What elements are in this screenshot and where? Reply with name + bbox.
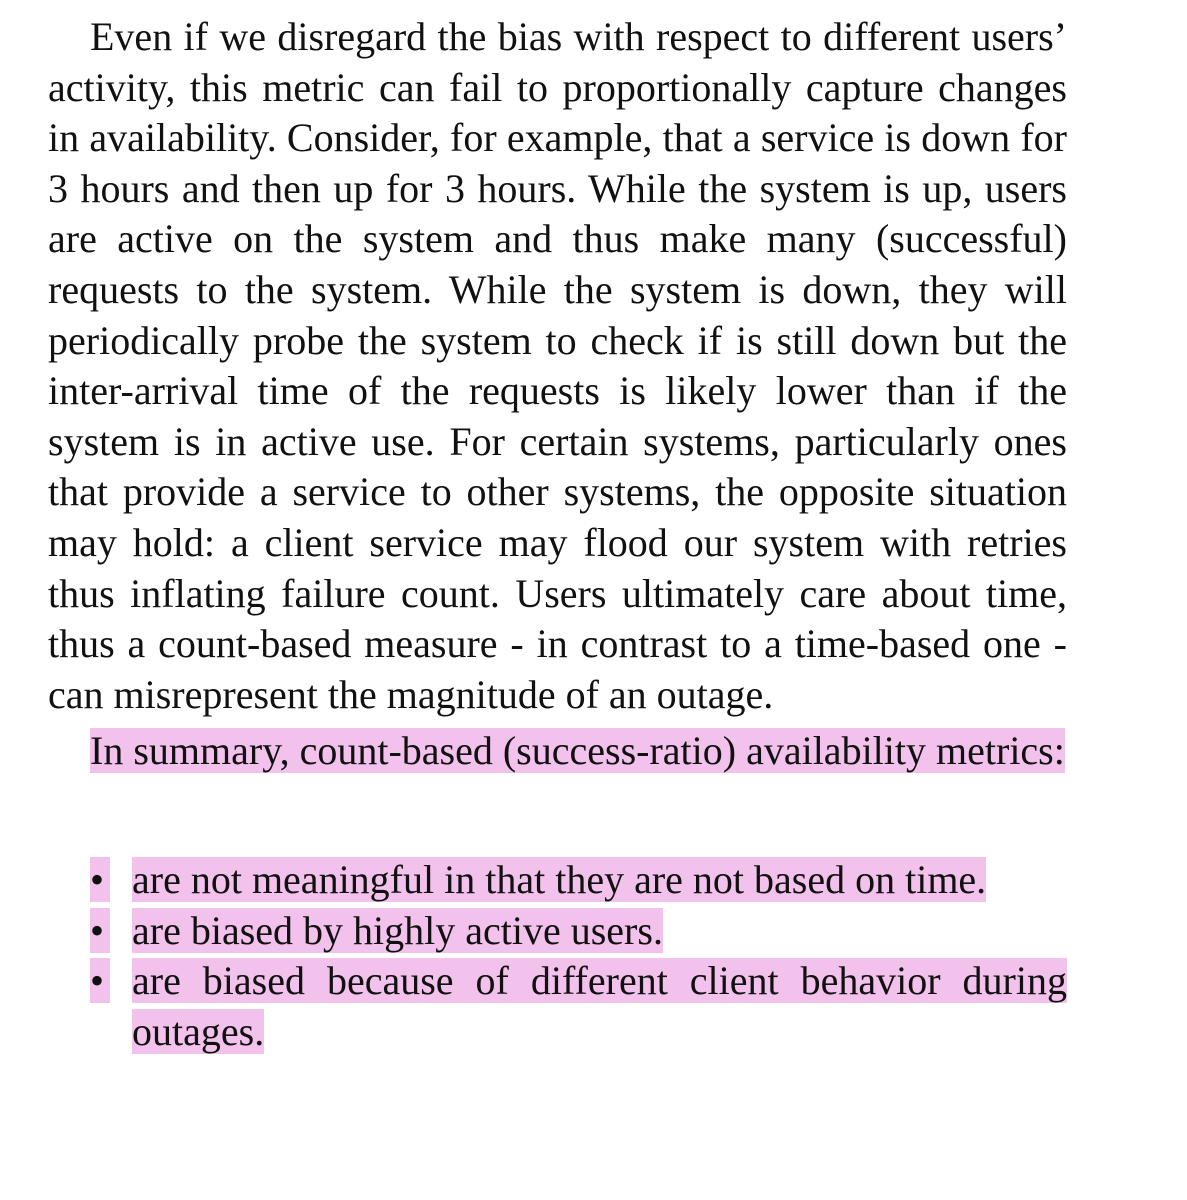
bullet-text: are biased because of different client behavior during outages. <box>132 958 1067 1054</box>
list-item <box>48 855 1067 906</box>
bullet-icon: • <box>90 906 132 957</box>
paragraph-1-text: Even if we disregard the bias with respect to different users’ activity, this metric can fail to proportionally capture changes in availability. Consider, for example, that a service is down for 3 hours and then up for 3 hours. While the system is up, users are active on the system and thus make many (successful) requests to the system. While the system is down, they will periodically probe the system to check if is still down but the inter-arrival time of the requests is likely lower than if the system is in active use. For certain systems, particularly ones that provide a service to other systems, the opposite situation may hold: a client service may flood our system with retries thus inflating failure count. Users ultimately care about time, thus a count-based measure - in contrast to a time-based one - can misrepresent the magnitude of an outage. <box>48 14 1067 717</box>
summary-bullet-list <box>48 855 1067 1057</box>
bullet-text: are not meaningful in that they are not based on time. <box>132 856 987 902</box>
bullet-icon: • <box>90 855 132 906</box>
summary-highlight: In summary, count-based (success-ratio) availability metrics: <box>90 728 1065 774</box>
list-item <box>48 906 1067 957</box>
paragraph-outage-metric <box>48 0 1067 720</box>
paragraph-summary <box>48 726 1067 777</box>
bullet-text: are biased by highly active users. <box>132 907 663 953</box>
document-page <box>48 0 1067 1057</box>
list-item <box>48 956 1067 1057</box>
bullet-icon: • <box>90 956 132 1007</box>
